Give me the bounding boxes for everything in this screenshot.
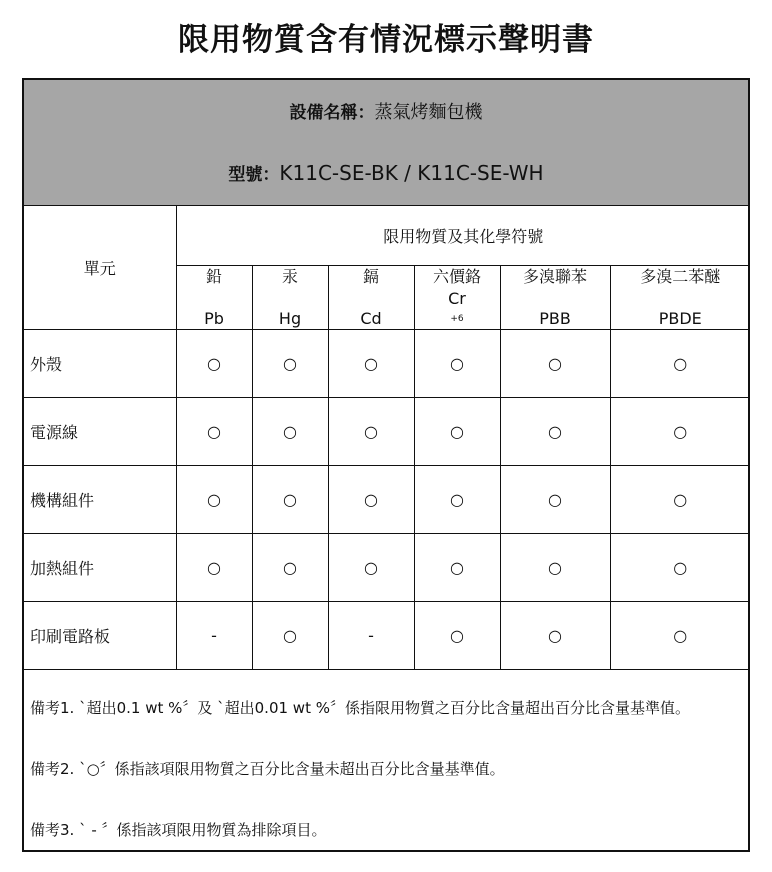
table-cell: [176, 330, 252, 398]
compliant-mark: ○: [673, 626, 688, 645]
compliant-mark: ○: [548, 490, 562, 509]
compliant-mark: ○: [673, 422, 688, 441]
unit-label: 機構組件: [24, 466, 176, 534]
model-value: K11C-SE-BK / K11C-SE-WH: [279, 161, 544, 185]
substance-name: 汞: [281, 266, 298, 286]
superscript: +6: [450, 313, 464, 324]
table-cell: [500, 466, 610, 534]
unit-label: 外殼: [24, 330, 176, 398]
table-cell: [252, 330, 328, 398]
compliant-mark: ○: [450, 490, 464, 509]
substance-symbol: Hg: [278, 308, 302, 328]
compliant-mark: ○: [283, 422, 297, 441]
compliant-mark: ○: [364, 422, 378, 441]
unit-header: 單元: [24, 206, 176, 330]
compliant-mark: ○: [548, 558, 562, 577]
substance-header-content: [329, 267, 414, 329]
compliant-mark: ○: [364, 558, 378, 577]
table-cell: [252, 466, 328, 534]
compliant-mark: ○: [450, 558, 464, 577]
substance-symbol: Cr +6: [448, 289, 466, 329]
substance-name: 多溴聯苯: [522, 266, 587, 286]
table-cell: [328, 466, 414, 534]
declaration-frame: [22, 78, 750, 852]
substance-symbol: PBDE: [658, 308, 702, 328]
compliant-mark: ○: [450, 422, 464, 441]
compliant-mark: ○: [283, 558, 297, 577]
substance-name: 多溴二苯醚: [640, 266, 721, 286]
compliant-mark: ○: [283, 354, 297, 373]
table-cell: [252, 602, 328, 670]
table-cell: [610, 602, 750, 670]
compliant-mark: ○: [283, 490, 297, 509]
substance-header: [252, 266, 328, 330]
substance-header: [328, 266, 414, 330]
exempt-mark: -: [368, 626, 374, 645]
table-cell: [414, 534, 500, 602]
compliant-mark: ○: [364, 354, 378, 373]
table-cell: [414, 466, 500, 534]
table-cell: [176, 466, 252, 534]
note-2: 備考2. ˋ○〞係指該項限用物質之百分比含量未超出百分比含量基準值。: [30, 760, 505, 778]
compliant-mark: ○: [548, 626, 562, 645]
substance-name: 鎘: [362, 266, 379, 286]
compliant-mark: ○: [283, 626, 297, 645]
substance-header-content: [415, 267, 500, 329]
substance-table: [24, 205, 750, 670]
substance-header-content: [501, 267, 610, 329]
compliant-mark: ○: [364, 490, 378, 509]
table-cell: [610, 398, 750, 466]
note-1: 備考1. ˋ超出0.1 wt %〞及 ˋ超出0.01 wt %〞係指限用物質之百分比含量超出百分比含量基準值。: [30, 699, 690, 717]
substance-header: [414, 266, 500, 330]
compliant-mark: ○: [450, 354, 464, 373]
table-cell: [610, 330, 750, 398]
compliant-mark: ○: [673, 558, 688, 577]
substance-symbol: Cd: [360, 308, 382, 328]
table-cell: [610, 534, 750, 602]
notes-section: [24, 669, 748, 852]
table-cell: [414, 330, 500, 398]
table-cell: [414, 602, 500, 670]
substance-header: [610, 266, 750, 330]
table-row: [24, 398, 750, 466]
compliant-mark: ○: [207, 558, 221, 577]
model-line: [24, 160, 748, 185]
table-row: [24, 602, 750, 670]
model-label: 型號：: [228, 165, 280, 185]
unit-label: 印刷電路板: [24, 602, 176, 670]
substance-header: [500, 266, 610, 330]
compliant-mark: ○: [548, 422, 562, 441]
table-cell: [500, 602, 610, 670]
table-row: [24, 330, 750, 398]
compliant-mark: ○: [450, 626, 464, 645]
exempt-mark: -: [211, 626, 217, 645]
table-cell: [328, 602, 414, 670]
table-cell: [176, 602, 252, 670]
table-cell: [328, 398, 414, 466]
substance-name: 六價鉻: [432, 266, 481, 286]
substance-header-content: [177, 267, 252, 329]
unit-label: 電源線: [24, 398, 176, 466]
table-row: [24, 466, 750, 534]
table-cell: [500, 398, 610, 466]
table-cell: [414, 398, 500, 466]
table-cell: [500, 330, 610, 398]
substance-group-header: 限用物質及其化學符號: [176, 206, 750, 266]
unit-label: 加熱組件: [24, 534, 176, 602]
table-row: [24, 534, 750, 602]
equipment-name-line: [24, 98, 748, 124]
document-title: 限用物質含有情況標示聲明書: [178, 22, 594, 58]
note-3: 備考3. ˋ - 〞係指該項限用物質為排除項目。: [30, 821, 327, 839]
substance-header: [176, 266, 252, 330]
compliant-mark: ○: [207, 490, 221, 509]
substance-name: 鉛: [205, 266, 222, 286]
substance-header-content: [253, 267, 328, 329]
table-cell: [252, 398, 328, 466]
equipment-name-value: 蒸氣烤麵包機: [374, 102, 483, 123]
compliant-mark: ○: [673, 490, 688, 509]
table-cell: [328, 534, 414, 602]
equipment-header: [24, 80, 748, 205]
equipment-name-label: 設備名稱：: [289, 103, 375, 123]
table-cell: [500, 534, 610, 602]
compliant-mark: ○: [673, 354, 688, 373]
compliant-mark: ○: [207, 422, 221, 441]
substance-symbol: Pb: [204, 308, 224, 328]
compliant-mark: ○: [207, 354, 221, 373]
table-cell: [328, 330, 414, 398]
compliant-mark: ○: [548, 354, 562, 373]
table-cell: [610, 466, 750, 534]
table-cell: [176, 398, 252, 466]
table-cell: [252, 534, 328, 602]
table-cell: [176, 534, 252, 602]
substance-header-content: [611, 267, 751, 329]
substance-symbol: PBB: [539, 308, 571, 328]
